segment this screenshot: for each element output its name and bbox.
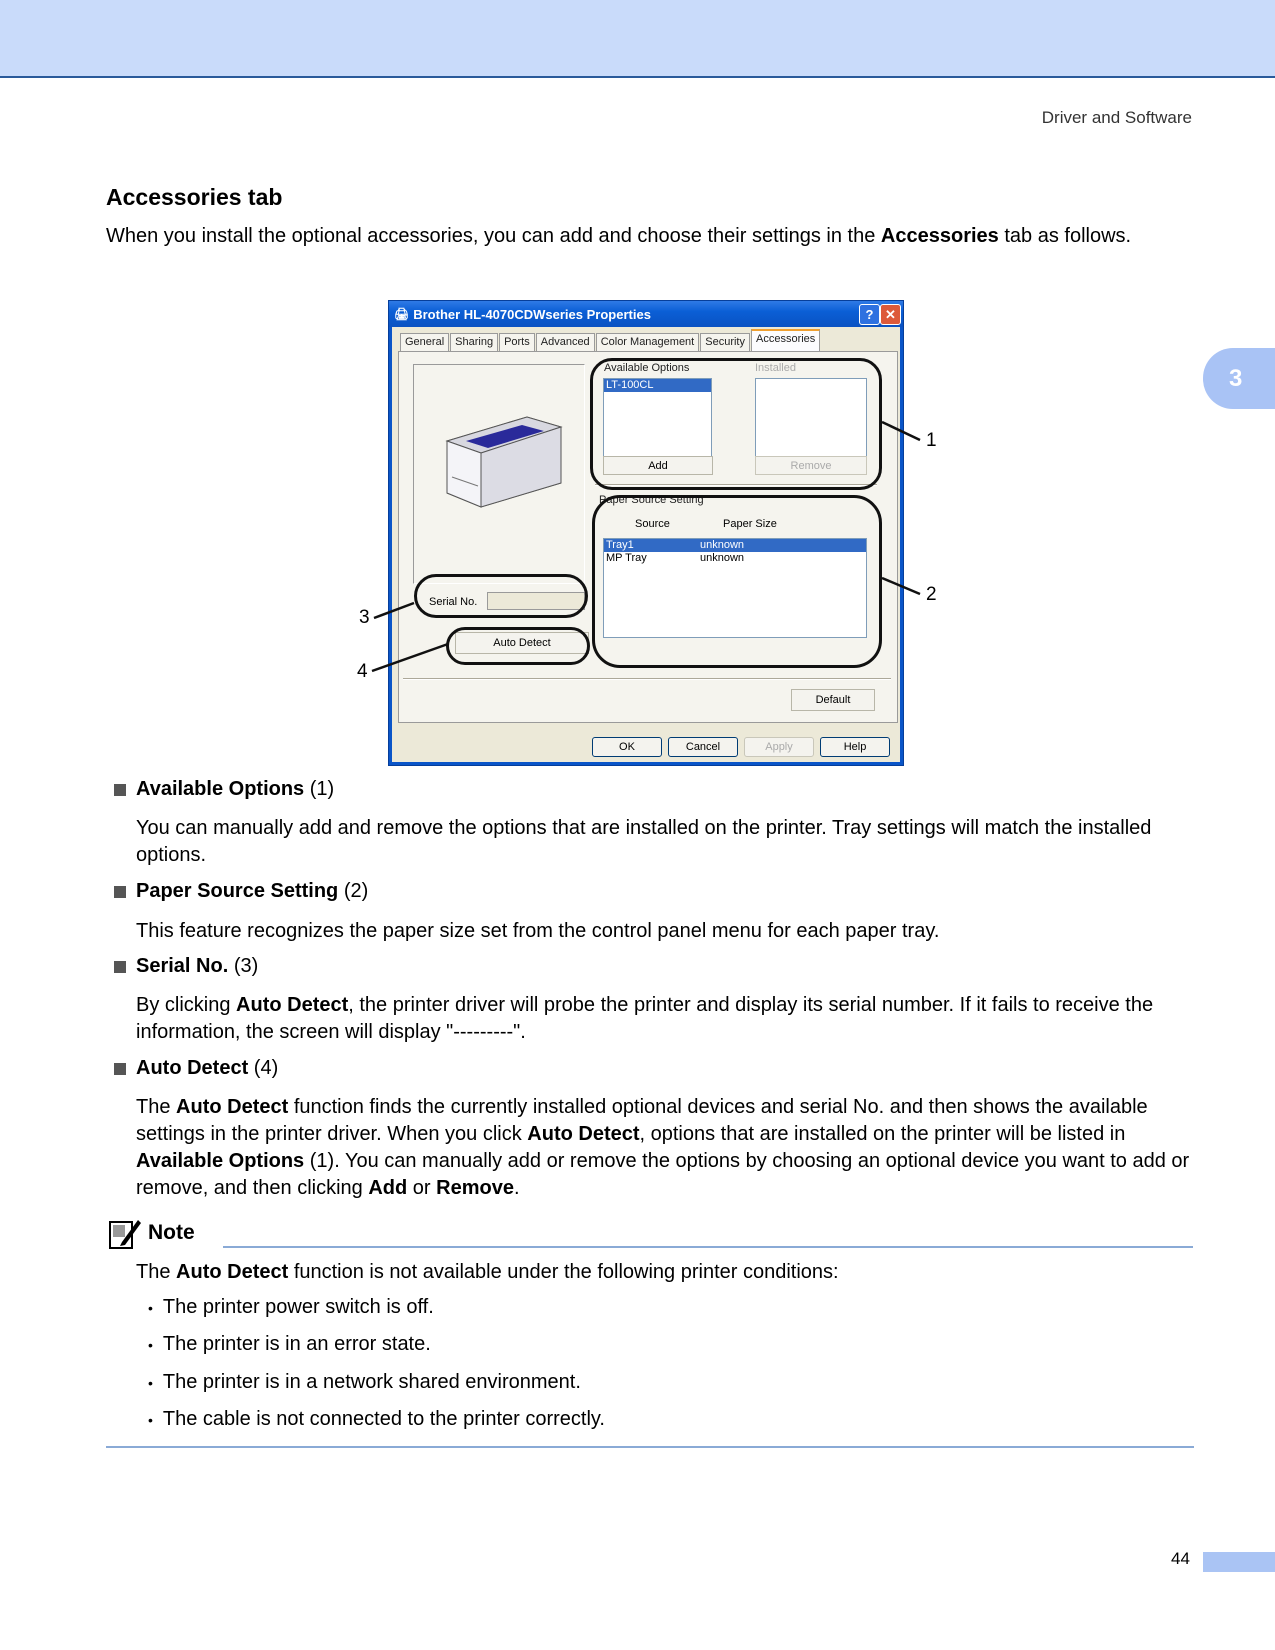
callout-available-options	[590, 358, 882, 490]
bullet-square-icon	[114, 886, 126, 898]
close-icon: ✕	[885, 306, 896, 322]
item-body-emphasis: Auto Detect	[236, 994, 349, 1016]
bullet-square-icon	[114, 961, 126, 973]
bullet-dot-icon: •	[148, 1411, 153, 1428]
divider	[403, 678, 891, 680]
item-body-emphasis: Add	[368, 1177, 408, 1199]
item-body-text: (1). You can manually add or remove the options by choosing an optional device you want to add or remove, and then clicking	[136, 1150, 1190, 1199]
note-emphasis: Auto Detect	[176, 1261, 289, 1283]
note-item-text: The printer power switch is off.	[162, 1296, 434, 1318]
item-heading	[114, 880, 368, 903]
item-body-text: By clicking	[136, 994, 237, 1016]
item-heading	[114, 955, 258, 978]
serial-label: Serial No.	[429, 596, 478, 608]
item-ref: (2)	[343, 880, 369, 902]
callout-number-3: 3	[359, 607, 370, 628]
note-text: The	[136, 1261, 177, 1283]
section-title: Accessories tab	[106, 184, 283, 210]
callout-number-2: 2	[926, 584, 937, 605]
paper-size-cell: unknown	[700, 552, 745, 564]
item-heading	[114, 778, 334, 801]
callout-serial-no	[414, 574, 588, 618]
intro-emphasis: Accessories	[880, 225, 999, 247]
item-body-text: function finds the currently installed optional devices and serial No. and then shows the available settings in the printer driver. When you click	[136, 1096, 1148, 1145]
tab-accessories[interactable]: Accessories	[751, 329, 820, 354]
note-bottom-rule	[106, 1446, 1194, 1448]
dialog-title: Brother HL-4070CDWseries Properties	[413, 306, 651, 322]
auto-detect-button[interactable]: Auto Detect	[455, 632, 589, 654]
note-heading	[108, 1216, 195, 1250]
item-body-text: You can manually add and remove the options that are installed on the printer. Tray settings will match the installed options.	[136, 817, 1152, 866]
note-list-item	[148, 1371, 581, 1394]
source-cell: Tray1	[606, 539, 634, 551]
item-title: Paper Source Setting	[136, 880, 339, 902]
cancel-button[interactable]: Cancel	[668, 737, 738, 757]
bullet-dot-icon: •	[148, 1299, 153, 1316]
column-header-source[interactable]: Source	[635, 518, 670, 530]
tab-general[interactable]: General	[400, 333, 449, 353]
item-ref: (4)	[253, 1057, 279, 1079]
note-rule	[223, 1246, 1193, 1248]
item-ref: (1)	[309, 778, 335, 800]
apply-button[interactable]: Apply	[744, 737, 814, 757]
item-body-emphasis: Remove	[436, 1177, 514, 1199]
note-label: Note	[148, 1221, 195, 1244]
item-body	[136, 918, 1196, 945]
item-body-emphasis: Available Options	[136, 1150, 305, 1172]
tab-security[interactable]: Security	[700, 333, 750, 353]
chapter-number: 3	[1229, 364, 1243, 392]
bullet-square-icon	[114, 784, 126, 796]
note-item-text: The printer is in an error state.	[162, 1333, 431, 1355]
installed-label: Installed	[755, 362, 796, 374]
callout-number-1: 1	[926, 430, 937, 451]
note-list-item	[148, 1408, 605, 1431]
add-button[interactable]: Add	[603, 456, 713, 475]
item-title: Serial No.	[136, 955, 229, 977]
paper-source-label: Paper Source Setting	[599, 494, 704, 506]
available-options-label: Available Options	[604, 362, 690, 374]
intro-text: When you install the optional accessories, you can add and choose their settings in the	[106, 225, 881, 247]
printer-icon: 🖨	[394, 307, 410, 321]
bullet-dot-icon: •	[148, 1374, 153, 1391]
bullet-square-icon	[114, 1063, 126, 1075]
item-body-text: or	[407, 1177, 437, 1199]
note-item-text: The cable is not connected to the printer correctly.	[162, 1408, 605, 1430]
remove-button[interactable]: Remove	[755, 456, 867, 475]
item-body-text: , options that are installed on the printer will be listed in	[639, 1123, 1126, 1145]
tab-advanced[interactable]: Advanced	[536, 333, 595, 353]
page-number: 44	[1171, 1549, 1190, 1568]
tab-color-management[interactable]: Color Management	[596, 333, 700, 353]
intro-paragraph	[106, 223, 1196, 250]
source-cell: MP Tray	[606, 552, 647, 564]
callout-auto-detect	[446, 627, 590, 665]
option-label: LT-100CL	[606, 379, 654, 391]
header-band	[0, 0, 1275, 78]
item-heading	[114, 1057, 278, 1080]
close-button[interactable]	[880, 304, 901, 325]
running-head: Driver and Software	[1041, 108, 1192, 127]
ok-button[interactable]: OK	[592, 737, 662, 757]
item-body-text: , the printer driver will probe the printer and display its serial number. If it fails to receive the information, the screen will display "---------".	[136, 994, 1154, 1043]
help-button[interactable]: Help	[820, 737, 890, 757]
note-item-text: The printer is in a network shared environment.	[162, 1371, 581, 1393]
default-button[interactable]: Default	[791, 689, 875, 711]
page-number-bar	[1203, 1552, 1275, 1572]
item-ref: (3)	[233, 955, 259, 977]
printer-illustration	[414, 365, 584, 583]
help-title-button[interactable]: ?	[859, 304, 880, 325]
note-list-item	[148, 1333, 431, 1356]
note-text: function is not available under the following printer conditions:	[288, 1261, 839, 1283]
chapter-tab	[1203, 348, 1275, 409]
item-body-text: The	[136, 1096, 177, 1118]
item-title: Available Options	[136, 778, 305, 800]
callout-number-4: 4	[357, 661, 368, 682]
tab-sharing[interactable]: Sharing	[450, 333, 498, 353]
column-header-paper-size[interactable]: Paper Size	[723, 518, 777, 530]
tab-ports[interactable]: Ports	[499, 333, 535, 353]
paper-size-cell: unknown	[700, 539, 745, 551]
printer-image-frame	[413, 364, 585, 584]
item-body-emphasis: Auto Detect	[176, 1096, 289, 1118]
item-body-text: .	[513, 1177, 520, 1199]
note-list-item	[148, 1296, 434, 1319]
item-body	[136, 1094, 1196, 1202]
item-body	[136, 992, 1196, 1046]
intro-text: tab as follows.	[998, 225, 1132, 247]
bullet-dot-icon: •	[148, 1336, 153, 1353]
dialog-titlebar	[389, 301, 903, 327]
note-intro	[136, 1259, 1186, 1286]
note-pencil-icon	[108, 1216, 142, 1250]
item-title: Auto Detect	[136, 1057, 249, 1079]
item-body	[136, 815, 1196, 869]
item-body-emphasis: Auto Detect	[527, 1123, 640, 1145]
callout-paper-source	[592, 495, 882, 668]
item-body-text: This feature recognizes the paper size set from the control panel menu for each paper tray.	[136, 920, 940, 942]
